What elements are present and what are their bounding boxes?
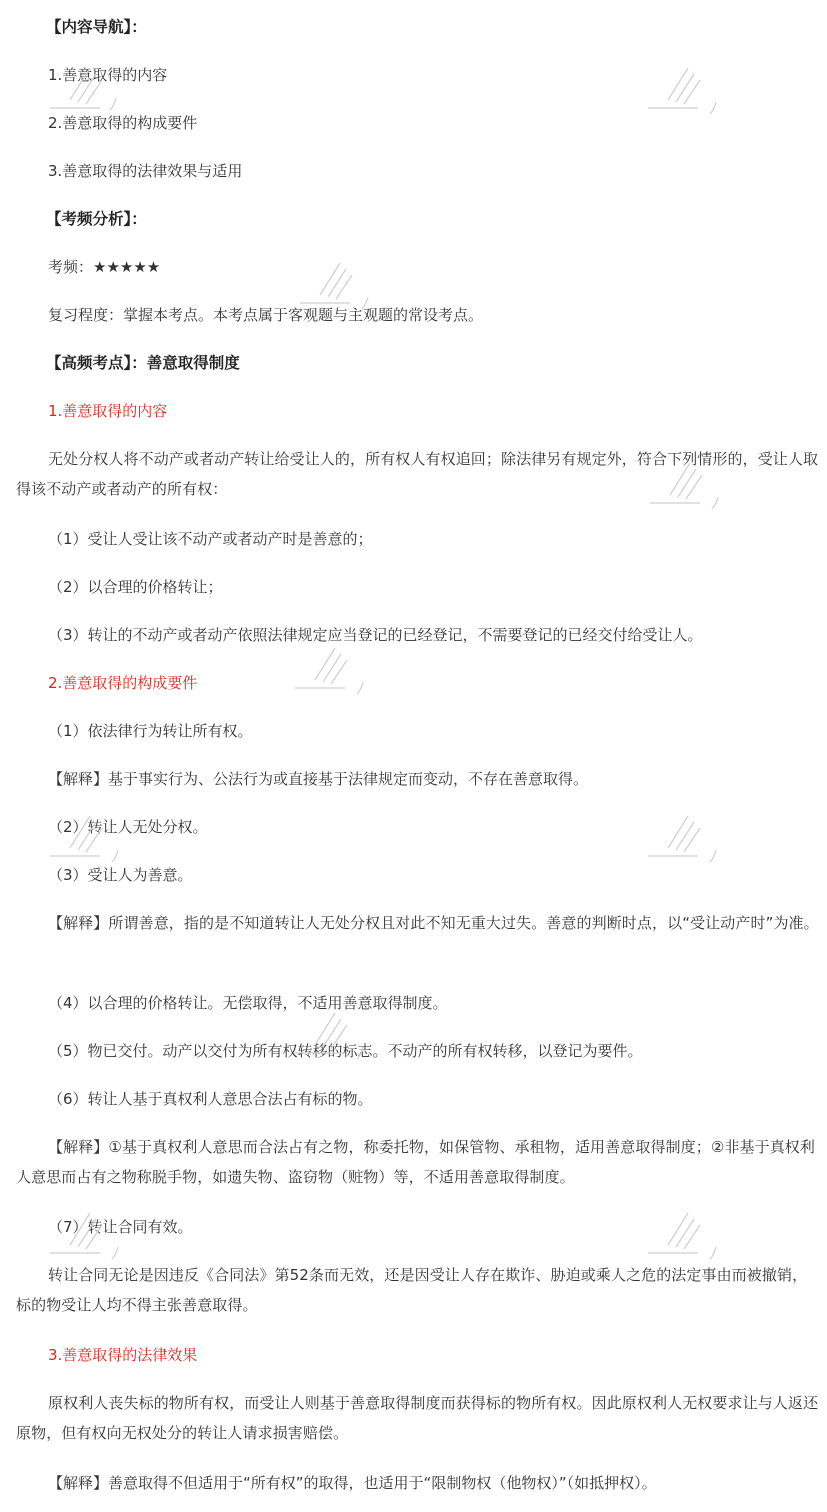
nav-item-3: 3.善意取得的法律效果与适用	[48, 162, 243, 180]
watermark-mark	[40, 808, 130, 868]
watermark-mark	[638, 808, 728, 868]
sec2-explain-1: 【解释】基于事实行为、公法行为或直接基于法律规定而变动，不存在善意取得。	[48, 770, 589, 788]
watermark-mark	[40, 1205, 130, 1265]
watermark-mark	[285, 640, 375, 700]
nav-item-2: 2.善意取得的构成要件	[48, 114, 198, 132]
sec1-item-1: （1）受让人受让该不动产或者动产时是善意的；	[48, 530, 373, 548]
sec2-explain-3: 【解释】所谓善意，指的是不知道转让人无处分权且对此不知无重大过失。善意的判断时点，以“受让动产时”为准。	[48, 914, 819, 932]
sec1-title: 1.善意取得的内容	[48, 402, 168, 420]
sec2-req-3: （3）受让人为善意。	[48, 866, 193, 884]
sec2-req-1: （1）依法律行为转让所有权。	[48, 722, 253, 740]
topic-heading: 【高频考点】：善意取得制度	[46, 354, 240, 372]
freq-review: 复习程度：掌握本考点。本考点属于客观题与主观题的常设考点。	[48, 306, 484, 324]
watermark-mark	[285, 1005, 375, 1065]
sec2-req-5: （5）物已交付。动产以交付为所有权转移的标志。不动产的所有权转移，以登记为要件。	[48, 1042, 643, 1060]
watermark-mark	[290, 255, 380, 315]
watermark-mark	[640, 455, 730, 515]
sec1-item-3: （3）转让的不动产或者动产依照法律规定应当登记的已经登记，不需要登记的已经交付给受让人。	[48, 626, 703, 644]
freq-heading: 【考频分析】：	[46, 210, 147, 228]
freq-rating: 考频：★★★★★	[48, 258, 161, 276]
sec2-req-4: （4）以合理的价格转让。无偿取得，不适用善意取得制度。	[48, 994, 448, 1012]
sec2-explain-6: 【解释】①基于真权利人意思而合法占有之物，称委托物，如保管物、承租物，适用善意取得制度；②非基于真权利人意思而占有之物称脱手物，如遗失物、盗窃物（赃物）等，不适用善意取得制度。	[16, 1138, 815, 1186]
sec2-req-6: （6）转让人基于真权利人意思合法占有标的物。	[48, 1090, 373, 1108]
sec1-paragraph: 无处分权人将不动产或者动产转让给受让人的，所有权人有权追回；除法律另有规定外，符合下列情形的，受让人取得该不动产或者动产的所有权：	[16, 450, 819, 498]
sec2-title: 2.善意取得的构成要件	[48, 674, 198, 692]
sec3-title: 3.善意取得的法律效果	[48, 1346, 198, 1364]
watermark-mark	[40, 60, 130, 120]
watermark-mark	[638, 60, 728, 120]
watermark-mark	[638, 1205, 728, 1265]
sec2-req-7: （7）转让合同有效。	[48, 1218, 193, 1236]
sec2-paragraph-7: 转让合同无论是因违反《合同法》第52条而无效，还是因受让人存在欺诈、胁迫或乘人之危的法定事由而被撤销，标的物受让人均不得主张善意取得。	[16, 1266, 808, 1314]
sec2-req-2: （2）转让人无处分权。	[48, 818, 208, 836]
sec1-item-2: （2）以合理的价格转让；	[48, 578, 223, 596]
nav-heading: 【内容导航】：	[46, 18, 147, 36]
sec3-paragraph: 原权利人丧失标的物所有权，而受让人则基于善意取得制度而获得标的物所有权。因此原权利人无权要求让与人返还原物，但有权向无权处分的转让人请求损害赔偿。	[16, 1394, 819, 1442]
sec3-explain: 【解释】善意取得不但适用于“所有权”的取得，也适用于“限制物权（他物权）”（如抵押权）。	[48, 1474, 657, 1492]
nav-item-1: 1.善意取得的内容	[48, 66, 168, 84]
